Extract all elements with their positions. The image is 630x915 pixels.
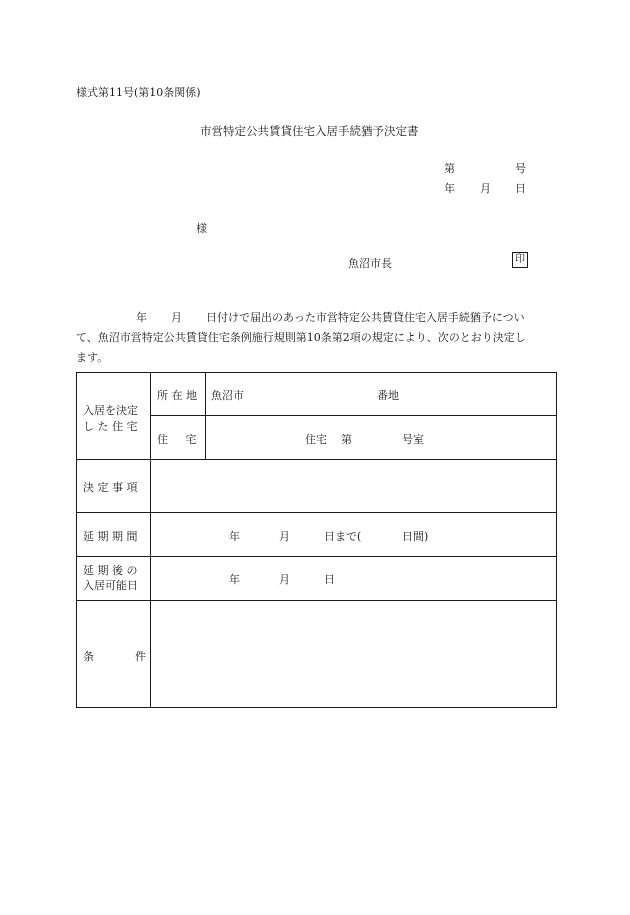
extension-until: 日まで( [324, 530, 362, 543]
location-city: 魚沼市 [211, 389, 244, 402]
extension-year: 年 [229, 530, 240, 543]
issuer-name: 魚沼市長 [348, 257, 392, 270]
decision-label: 決 定 事 項 [83, 481, 138, 494]
conditions-label-b: 件 [135, 650, 146, 663]
form-number: 様式第11号(第10条関係) [76, 86, 201, 99]
body-line-3: ます。 [76, 351, 109, 364]
housing-header-line-1: 入居を決定 [83, 404, 138, 417]
dwelling-value-c: 号室 [402, 433, 424, 446]
location-banchi: 番地 [377, 389, 399, 402]
decision-table [76, 372, 557, 708]
doc-date-year: 年 [444, 182, 455, 195]
addressee-suffix: 様 [196, 222, 207, 235]
after-label-line-1: 延 期 後 の [83, 564, 138, 577]
doc-date-day: 日 [515, 182, 526, 195]
location-label: 所 在 地 [157, 389, 197, 402]
after-label-line-2: 入居可能日 [83, 579, 138, 592]
after-month: 月 [279, 573, 290, 586]
seal-mark: 印 [512, 252, 528, 268]
body-line-1 [76, 308, 556, 328]
document-title: 市営特定公共賃貸住宅入居手続猶予決定書 [200, 124, 419, 138]
body-line-2: て、魚沼市営特定公共賃貸住宅条例施行規則第10条第2項の規定により、次のとおり決定し [76, 331, 526, 344]
doc-date-month: 月 [480, 182, 491, 195]
extension-label: 延 期 期 間 [83, 530, 138, 543]
extension-month: 月 [279, 530, 290, 543]
housing-header-line-2: し た 住 宅 [83, 420, 138, 433]
dwelling-value-b: 第 [341, 433, 352, 446]
doc-number-suffix: 号 [515, 162, 526, 175]
doc-number-prefix: 第 [444, 162, 455, 175]
dwelling-label [157, 431, 199, 447]
body-year: 年 [136, 311, 147, 324]
dwelling-value-a: 住宅 [305, 433, 327, 446]
body-paragraph [76, 308, 556, 368]
body-line-1-rest: 日付けで届出のあった市営特定公共賃貸住宅入居手続猶予につい [206, 311, 525, 324]
after-extension-label [83, 563, 138, 593]
body-month: 月 [171, 311, 182, 324]
dwelling-label-text: 住 宅 [157, 433, 197, 446]
after-day: 日 [324, 573, 335, 586]
conditions-label-a: 条 [83, 650, 94, 663]
after-year: 年 [229, 573, 240, 586]
housing-header [83, 403, 138, 435]
extension-days: 日間) [402, 530, 429, 543]
